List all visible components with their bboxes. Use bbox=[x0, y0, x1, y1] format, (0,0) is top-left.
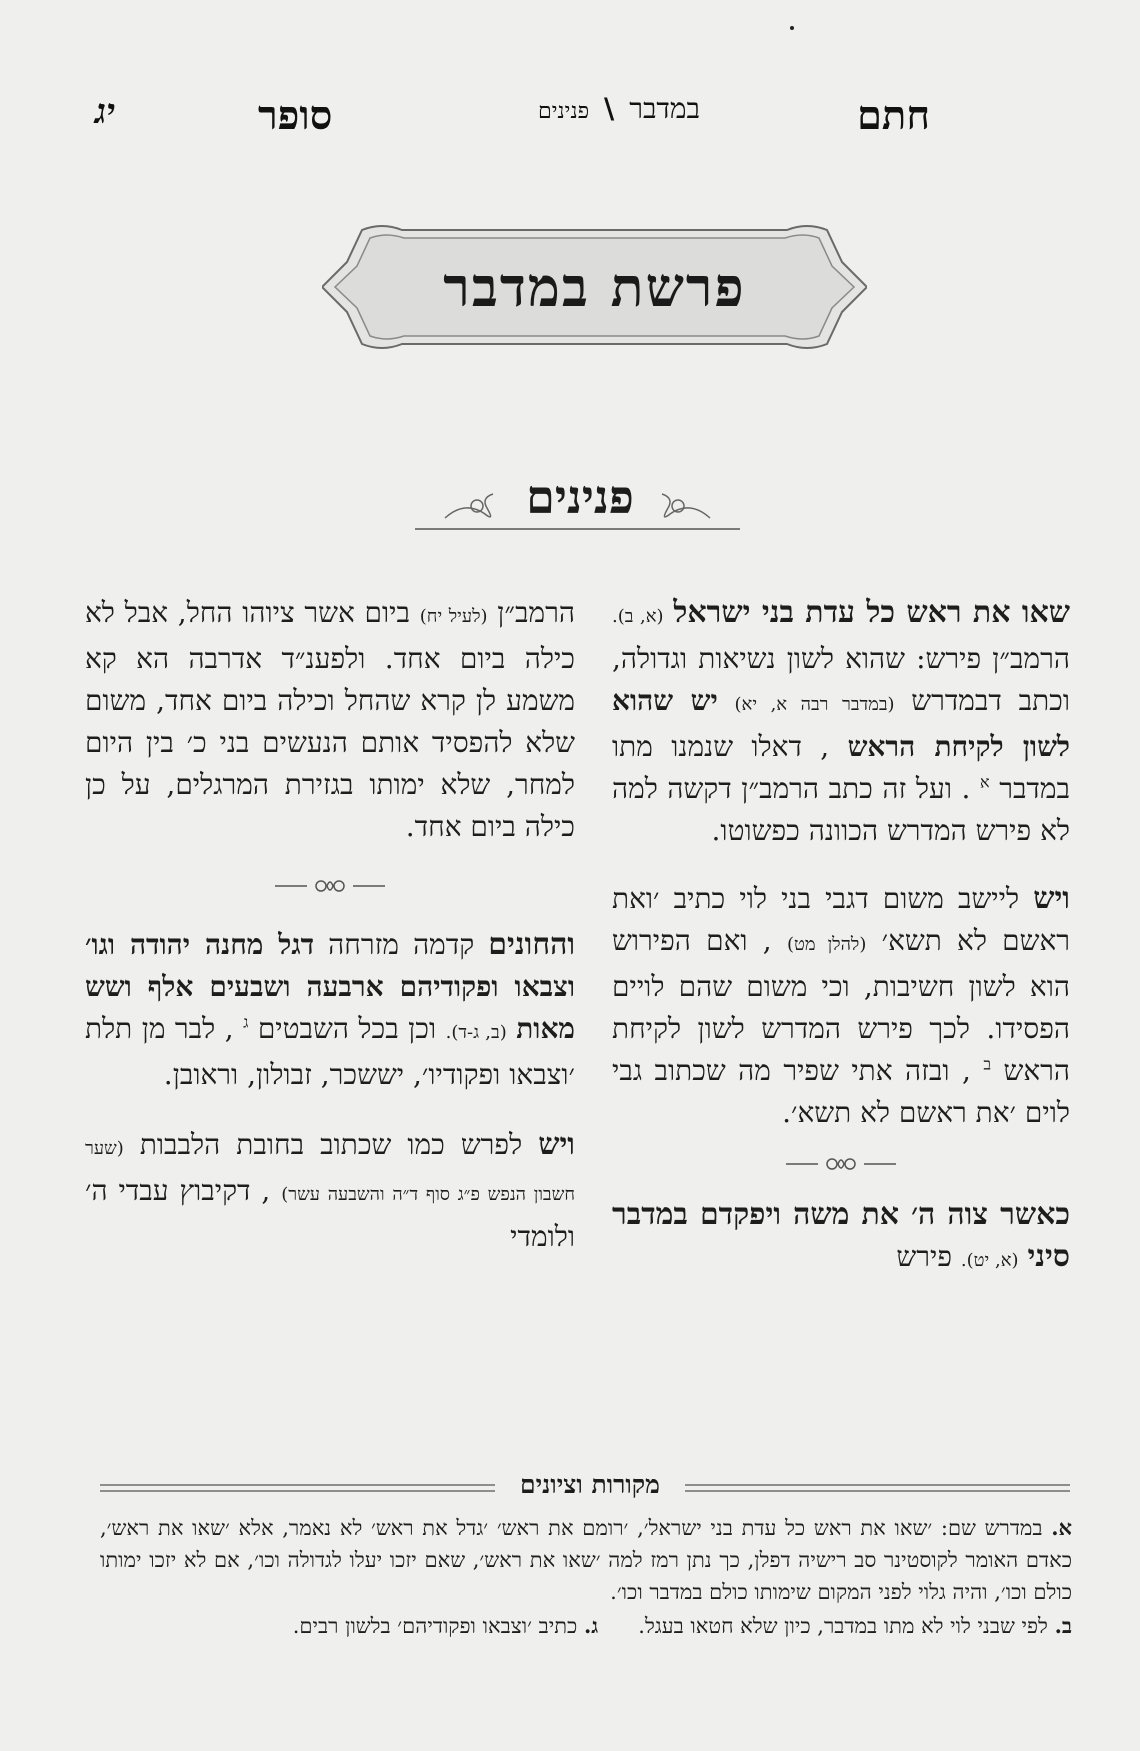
source-ref: (במדבר רבה א, יא) bbox=[734, 694, 895, 715]
verse-ref: (א, יט). bbox=[960, 1250, 1019, 1271]
lead-words: שאו את ראש כל עדת בני ישראל bbox=[673, 595, 1071, 630]
verse-ref: (ב, ג-ד). bbox=[445, 1022, 507, 1043]
right-column bbox=[612, 592, 1070, 1282]
running-header-center bbox=[538, 92, 700, 152]
divider-ornament bbox=[612, 1134, 1070, 1194]
footnote-text: במדרש שם: ׳שאו את ראש כל עדת בני ישראל׳, ׳רומם את ראש׳ ׳גדל את ראש׳ לא נאמר, אלא ׳שאו את ראש׳, כאדם האומר לקוסטינר סב רישיה דפלן, כך נתן רמז למה ׳שאו את ראש׳, שאם יזכו יעלו לגדולה וכו׳, אם לא יזכו ימותו כולם וכו׳, והיה גלוי לפני המקום שימותו כולם במדבר וכו׳. bbox=[100, 1516, 1072, 1604]
text: לפרש כמו שכתוב בחובת הלבבות bbox=[123, 1128, 523, 1161]
text: ליישב משום דגבי בני לוי כתיב ׳ואת ראשם לא תשא׳ bbox=[612, 882, 1071, 957]
lead-words: ויש bbox=[1033, 881, 1070, 916]
text: , דאלו שנמנו מתו במדבר bbox=[612, 730, 1070, 805]
text: הרמב״ן פירש: שהוא לשון נשיאות וגדולה, וכתב דבמדרש bbox=[612, 642, 1070, 717]
text: פירש bbox=[896, 1240, 953, 1273]
bold-text: דגל מחנה יהודה וגו׳ וצבאו ופקודיהם ארבעה ושבעים אלף ושש מאות bbox=[85, 928, 576, 1045]
footnote-label: ב. bbox=[1054, 1613, 1072, 1638]
verse-ref: (א, ב). bbox=[612, 606, 664, 627]
paragraph-6 bbox=[85, 1124, 575, 1258]
text: ביום אשר ציוהו החל, אבל לא כילה ביום אחד. ולפענ״ד אדרבה הא קא משמע לן קרא שהחל וכילה ביום אחד, משום שלא להפסיד אותם הנעשים בני כ׳ בין היום למחר, שלא ימותו בגזירת המרגלים, על כן כילה ביום אחד. bbox=[85, 596, 575, 843]
footnote-text: כתיב ׳וצבאו ופקודיהם׳ בלשון רבים. bbox=[292, 1614, 584, 1638]
paragraph-4 bbox=[85, 592, 575, 848]
divider-ornament bbox=[85, 848, 575, 924]
text: קדמה מזרחה bbox=[314, 928, 475, 961]
printer-dot bbox=[790, 26, 794, 30]
lead-words: ויש bbox=[538, 1127, 575, 1162]
text: . ועל זה כתב הרמב״ן דקשה למה לא פירש המדרש הכוונה כפשוטו. bbox=[612, 772, 1070, 847]
paragraph-1 bbox=[612, 592, 1070, 852]
footnote-marker: ג bbox=[243, 1012, 249, 1032]
paragraph-5 bbox=[85, 924, 575, 1096]
verse-ref: (להלן מט) bbox=[786, 934, 867, 955]
lead-words: כאשר צוה ה׳ את משה ויפקדם במדבר סיני bbox=[612, 1197, 1070, 1274]
verse-ref: (לעיל יח) bbox=[419, 606, 488, 627]
footnote-a bbox=[100, 1512, 1072, 1608]
header-separator: \ bbox=[604, 92, 615, 125]
text: , ואם הפירוש הוא לשון חשיבות, וכי משום שהם לויים הפסידו. לכך פירש המדרש לשון לקיחת הראש bbox=[612, 924, 1070, 1087]
header-section: פנינים bbox=[538, 99, 590, 124]
text: , ובזה אתי שפיר מה שכתוב גבי לוים ׳את ראשם לא תשא׳. bbox=[612, 1054, 1070, 1129]
left-column bbox=[85, 592, 575, 1258]
text: , דקיבוץ עבדי ה׳ ולומדי bbox=[85, 1174, 575, 1253]
footnotes-title: מקורות וציונים bbox=[495, 1470, 685, 1506]
footnote-b bbox=[100, 1610, 1072, 1642]
section-title: פנינים bbox=[526, 470, 634, 524]
text: הרמב״ן bbox=[487, 596, 575, 629]
parsha-title: פרשת במדבר bbox=[443, 255, 746, 319]
paragraph-2 bbox=[612, 878, 1070, 1134]
text: , לבר מן תלת ׳וצבאו ופקודיו׳, יששכר, זבולון, וראובן. bbox=[85, 1012, 575, 1091]
running-title-right: חתם bbox=[856, 92, 930, 139]
footnote-marker: ב bbox=[983, 1054, 992, 1074]
source-ref: (שער חשבון הנפש פ״ג סוף ד״ה והשבעה עשר) bbox=[85, 1138, 575, 1205]
footnote-label: ג. bbox=[583, 1613, 599, 1638]
lead-words: והחונים bbox=[488, 927, 576, 962]
text: וכן בכל השבטים bbox=[257, 1012, 437, 1045]
running-title-left: סופר bbox=[258, 92, 333, 139]
footnote-marker: א bbox=[980, 772, 990, 792]
bold-text: יש שהוא לשון לקיחת הראש bbox=[612, 684, 1070, 763]
paragraph-3 bbox=[612, 1194, 1070, 1282]
footnote-label: א. bbox=[1051, 1515, 1072, 1540]
footnote-text: לפי שבני לוי לא מתו במדבר, כיון שלא חטאו בעגל. bbox=[638, 1614, 1055, 1638]
book-name: במדבר bbox=[629, 92, 700, 125]
page-number: יג bbox=[95, 92, 116, 132]
